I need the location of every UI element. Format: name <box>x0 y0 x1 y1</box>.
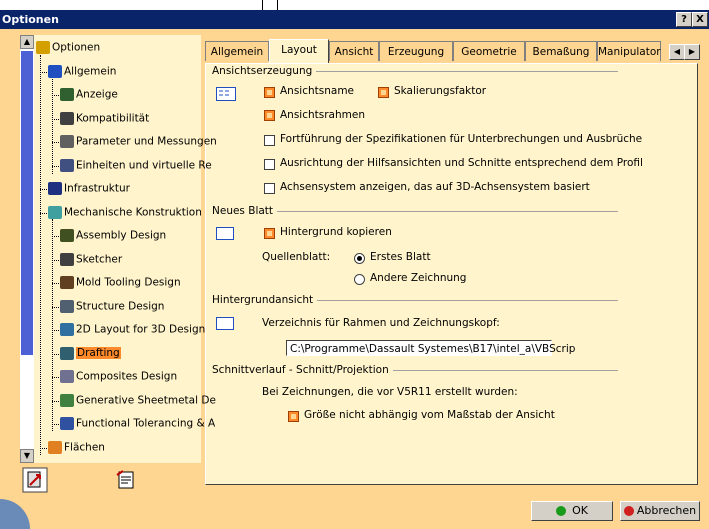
composites-icon <box>60 370 74 383</box>
tree-item-label: Flächen <box>64 441 105 453</box>
checkbox-ausrichtung[interactable] <box>264 159 275 170</box>
label-quellenblatt: Quellenblatt: <box>262 251 331 263</box>
label-skalierungsfaktor: Skalierungsfaktor <box>394 85 487 97</box>
label-andere-zeichnung: Andere Zeichnung <box>370 272 467 284</box>
tree-item-label: Infrastruktur <box>64 182 130 195</box>
tree-item-fl-chen[interactable] <box>48 441 105 454</box>
tab-ansicht[interactable]: Ansicht <box>329 41 379 61</box>
close-button[interactable]: X <box>692 12 708 27</box>
tree-item-mechanische-konstruktion[interactable] <box>48 206 201 219</box>
group-divider <box>310 300 618 301</box>
label-ansichtsrahmen: Ansichtsrahmen <box>280 109 365 121</box>
label-ansichtsname: Ansichtsname <box>280 85 355 97</box>
infrastructure-icon <box>48 182 62 195</box>
drafting-icon <box>60 347 74 360</box>
tab-bemassung[interactable]: Bemaßung <box>525 41 597 61</box>
tree-connector <box>52 283 59 284</box>
tree-connector <box>52 119 59 120</box>
window-edge-line <box>262 0 278 10</box>
tree-item-assembly-design[interactable] <box>60 229 166 242</box>
group-divider <box>298 71 618 72</box>
window-title: Optionen <box>2 13 59 26</box>
tree-connector <box>40 189 47 190</box>
label-fortfuehrung: Fortführung der Spezifikationen für Unterbrechungen und Ausbrüche <box>280 133 643 145</box>
tree-item-label: Generative Sheetmetal De <box>76 394 216 406</box>
import-settings-icon[interactable] <box>22 467 48 493</box>
tree-connector <box>52 79 53 174</box>
tree-connector <box>40 55 41 455</box>
tree-connector <box>52 424 59 425</box>
export-settings-icon[interactable] <box>113 467 139 493</box>
tree-item-infrastruktur[interactable] <box>48 182 130 195</box>
tree-item-label: Mold Tooling Design <box>76 276 181 289</box>
globe-decoration-icon <box>0 499 30 529</box>
tree-connector <box>40 213 47 214</box>
path-input[interactable]: C:\Programme\Dassault Systemes\B17\intel_a\VBScrip <box>286 340 552 356</box>
tree-item-label: Allgemein <box>64 65 117 77</box>
cancel-x-icon <box>624 506 634 516</box>
group-title-schnittverlauf: Schnittverlauf - Schnitt/Projektion <box>212 364 393 376</box>
group-divider <box>274 211 618 212</box>
tree-item-label: Sketcher <box>76 253 123 265</box>
checkbox-skalierungsfaktor[interactable] <box>378 87 389 98</box>
tree-scrollbar[interactable] <box>20 35 34 463</box>
tree-item-label: Drafting <box>77 347 120 359</box>
options-icon <box>36 41 50 54</box>
tab-manipulator[interactable]: Manipulator <box>597 41 661 61</box>
tolerancing-icon <box>60 417 74 430</box>
parameters-icon <box>60 135 74 148</box>
tree-item-label: Kompatibilität <box>76 112 150 124</box>
structure-icon <box>60 300 74 313</box>
sheet-icon <box>216 227 234 240</box>
help-button[interactable]: ? <box>676 12 692 27</box>
mold-icon <box>60 276 74 289</box>
tree-item-label: Functional Tolerancing & A <box>76 417 216 430</box>
units-icon <box>60 159 74 172</box>
group-title-neues-blatt: Neues Blatt <box>212 205 277 217</box>
label-hintergrund-kopieren: Hintergrund kopieren <box>280 226 392 238</box>
checkbox-ansichtsname[interactable] <box>264 87 275 98</box>
layout2d-icon <box>60 323 74 336</box>
cancel-label: Abbrechen <box>636 504 697 517</box>
group-divider <box>382 370 618 371</box>
sketcher-icon <box>60 253 74 266</box>
tab-scroll-right-icon[interactable]: ▶ <box>684 44 700 60</box>
tree-item-kompatibilit-t[interactable] <box>60 112 149 125</box>
tree-connector <box>52 401 59 402</box>
radio-andere-zeichnung[interactable] <box>354 274 365 285</box>
tree-item-label: Parameter und Messungen <box>76 135 217 148</box>
tree-item-functional-tolerancing-a[interactable] <box>60 417 216 430</box>
checkbox-hintergrund-kopieren[interactable] <box>264 228 275 239</box>
surfaces-icon <box>48 441 62 454</box>
tree-item-anzeige[interactable] <box>60 88 118 101</box>
display-icon <box>60 88 74 101</box>
mechanical-icon <box>48 206 62 219</box>
checkbox-fortfuehrung[interactable] <box>264 135 275 146</box>
tree-connector <box>52 236 59 237</box>
checkbox-achsensystem[interactable] <box>264 183 275 194</box>
tab-scroll-left-icon[interactable]: ◀ <box>669 44 685 60</box>
cancel-button[interactable] <box>620 501 700 521</box>
label-achsensystem: Achsensystem anzeigen, das auf 3D-Achsensystem basiert <box>280 181 590 193</box>
tree-item-label: Anzeige <box>76 88 118 101</box>
tree-connector <box>52 307 59 308</box>
view-generation-icon <box>216 87 236 104</box>
compatibility-icon <box>60 112 74 125</box>
general-icon <box>48 65 62 78</box>
assembly-icon <box>60 229 74 242</box>
checkbox-ansichtsrahmen[interactable] <box>264 110 275 121</box>
tree-item-einheiten-und-virtuelle-re[interactable] <box>60 159 212 172</box>
tree-item-sketcher[interactable] <box>60 253 122 266</box>
tree-item-allgemein[interactable] <box>48 65 116 78</box>
group-title-ansichtserzeugung: Ansichtserzeugung <box>212 65 316 77</box>
tree-connector <box>52 354 59 355</box>
label-ausrichtung: Ausrichtung der Hilfsansichten und Schnitte entsprechend dem Profil <box>280 157 643 169</box>
tree-connector <box>52 260 59 261</box>
layout-panel <box>205 63 698 485</box>
tree-item-label: Structure Design <box>76 300 165 312</box>
tree-item-label: Optionen <box>52 41 101 54</box>
group-title-hintergrundansicht: Hintergrundansicht <box>212 294 317 306</box>
tab-erzeugung[interactable]: Erzeugung <box>379 41 453 61</box>
tree-item-label: Assembly Design <box>76 229 167 242</box>
tree-item-composites-design[interactable] <box>60 370 177 383</box>
tab-geometrie[interactable]: Geometrie <box>453 41 525 61</box>
tree-item-generative-sheetmetal-de[interactable] <box>60 394 216 407</box>
tree-connector <box>52 166 59 167</box>
sheetmetal-icon <box>60 394 74 407</box>
dialog-body <box>0 29 709 529</box>
tree-item-structure-design[interactable] <box>60 300 164 313</box>
tree-item-2d-layout-for-3d-design[interactable] <box>60 323 206 336</box>
ok-label: OK <box>572 504 588 517</box>
scroll-up-icon[interactable]: ▲ <box>20 35 34 49</box>
tab-layout[interactable]: Layout <box>269 39 329 63</box>
label-verzeichnis: Verzeichnis für Rahmen und Zeichnungskopf: <box>262 317 500 329</box>
tree-item-drafting[interactable] <box>60 347 121 360</box>
tree-item-parameter-und-messungen[interactable] <box>60 135 217 148</box>
tree-connector <box>52 330 59 331</box>
title-bar <box>0 10 709 29</box>
label-groesse: Größe nicht abhängig vom Maßstab der Ansicht <box>304 409 555 421</box>
radio-erstes-blatt[interactable] <box>354 253 365 264</box>
scroll-down-icon[interactable]: ▼ <box>20 449 34 463</box>
scroll-thumb[interactable] <box>21 51 33 355</box>
background-view-icon <box>216 317 234 330</box>
ok-check-icon <box>556 506 566 516</box>
tree-item-mold-tooling-design[interactable] <box>60 276 181 289</box>
tree-item-label: Composites Design <box>76 370 178 383</box>
tree-item-label: Einheiten und virtuelle Re <box>76 159 212 171</box>
tree-item-label: 2D Layout for 3D Design <box>76 323 206 336</box>
tab-allgemein[interactable]: Allgemein <box>205 41 269 61</box>
ok-button[interactable] <box>531 501 613 521</box>
tree-connector <box>52 95 59 96</box>
checkbox-groesse[interactable] <box>288 411 299 422</box>
tree-connector <box>52 142 59 143</box>
tree-connector <box>40 72 47 73</box>
tree-connector <box>52 219 53 431</box>
tree-connector <box>40 448 47 449</box>
tree-item-label: Mechanische Konstruktion <box>64 206 202 218</box>
label-v5r11-note: Bei Zeichnungen, die vor V5R11 erstellt wurden: <box>262 386 518 398</box>
tree-connector <box>52 377 59 378</box>
label-erstes-blatt: Erstes Blatt <box>370 251 431 263</box>
tree-item-optionen[interactable] <box>36 41 100 54</box>
